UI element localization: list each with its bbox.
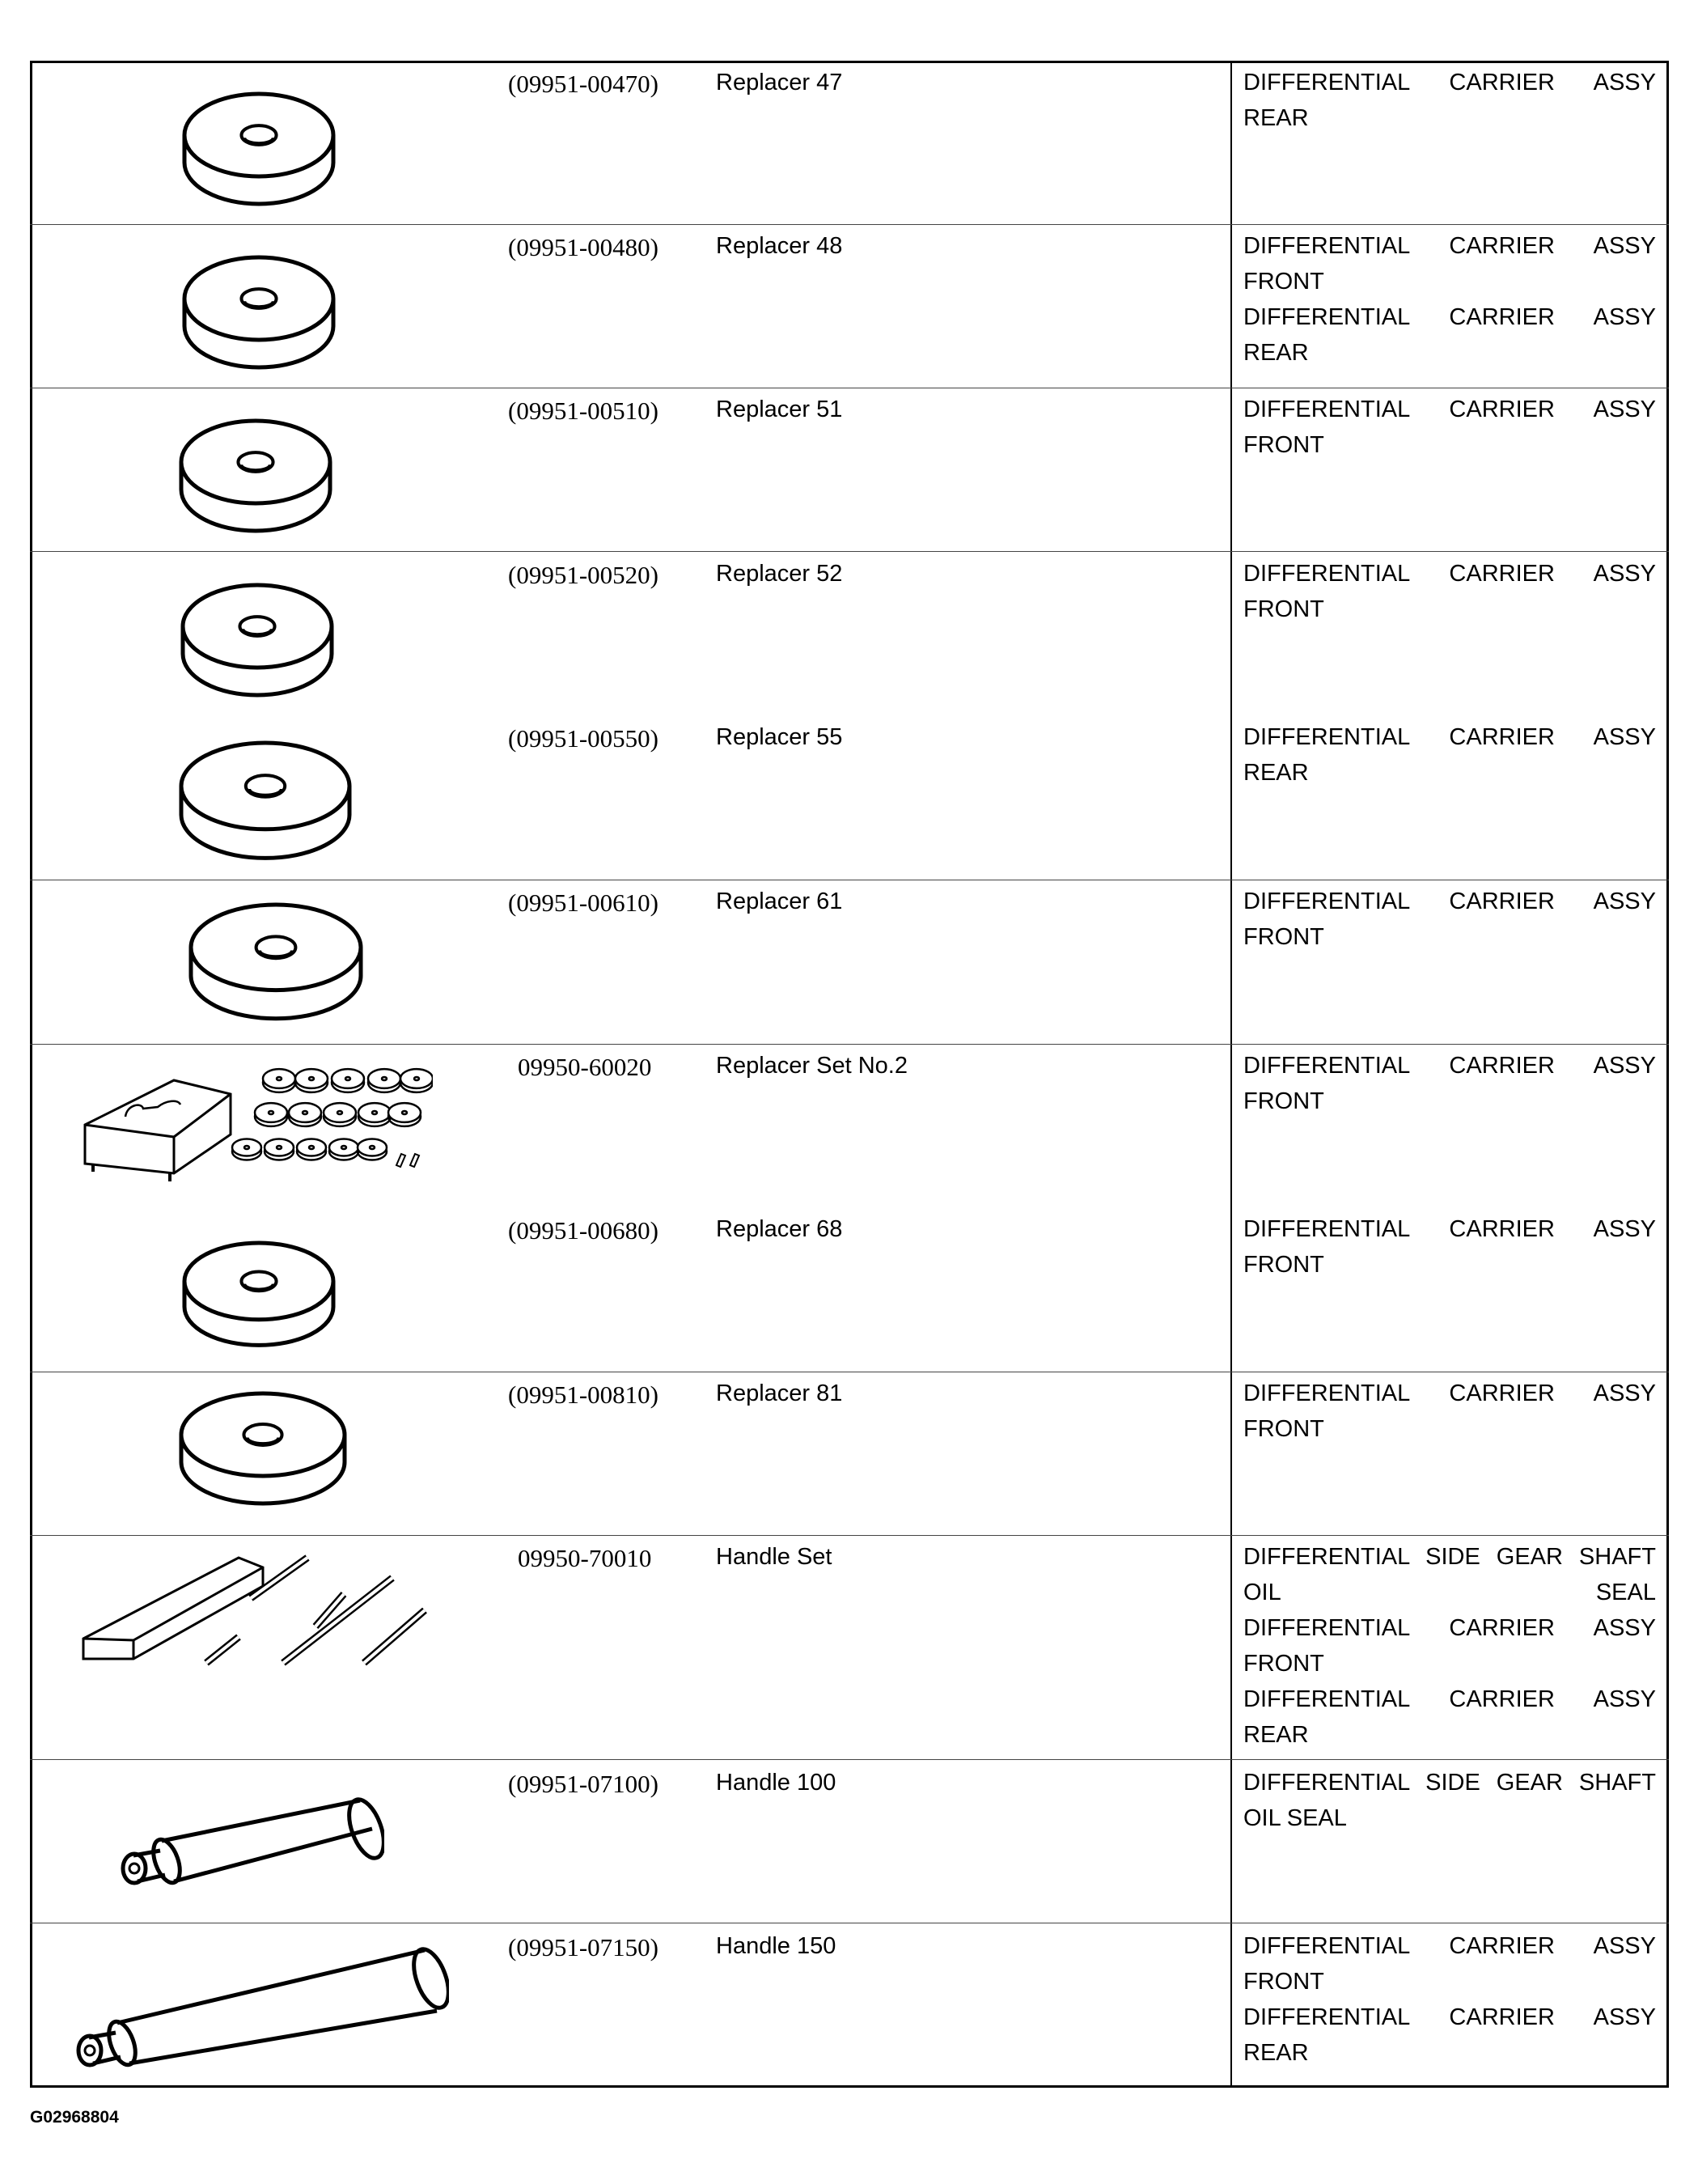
tool-part-number: 09950-70010 (518, 1544, 652, 1572)
application-line: FRONT (1243, 1969, 1324, 1995)
tool-applications (1243, 1211, 1656, 1283)
tool-applications (1243, 1048, 1656, 1119)
tool-name: Replacer 48 (716, 233, 843, 259)
disc-replacer-icon (180, 1238, 338, 1366)
tool-applications (1243, 556, 1656, 627)
tool-part-number: (09951-00510) (508, 397, 658, 425)
application-line: DIFFERENTIAL CARRIER ASSY (1243, 304, 1656, 330)
tool-applications (1243, 65, 1656, 136)
tool-part-number: (09951-00680) (508, 1216, 658, 1245)
application-line: DIFFERENTIAL CARRIER ASSY (1243, 2004, 1656, 2030)
application-line: DIFFERENTIAL CARRIER ASSY (1243, 1933, 1656, 1959)
application-line: REAR (1243, 105, 1309, 131)
tool-name: Replacer 61 (716, 888, 843, 914)
application-line: DIFFERENTIAL CARRIER ASSY (1243, 1686, 1656, 1712)
application-line: FRONT (1243, 1416, 1324, 1442)
tool-part-number: (09951-00550) (508, 724, 658, 753)
application-line: DIFFERENTIAL CARRIER ASSY (1243, 397, 1656, 422)
application-line: DIFFERENTIAL CARRIER ASSY (1243, 1380, 1656, 1406)
tool-part-number: (09951-07150) (508, 1933, 658, 1961)
application-line: DIFFERENTIAL SIDE GEAR SHAFT (1243, 1544, 1656, 1570)
application-line: DIFFERENTIAL CARRIER ASSY (1243, 1615, 1656, 1641)
application-line: DIFFERENTIAL CARRIER ASSY (1243, 70, 1656, 95)
disc-replacer-icon (176, 1389, 349, 1526)
row-divider (30, 1759, 1669, 1760)
tool-name: Handle 150 (716, 1933, 836, 1959)
application-line: FRONT (1243, 1651, 1324, 1677)
application-line: FRONT (1243, 269, 1324, 295)
tool-part-number: 09950-60020 (518, 1053, 652, 1081)
tool-part-number: (09951-00810) (508, 1380, 658, 1409)
replacer-set-case-icon (77, 1060, 433, 1190)
disc-replacer-icon (176, 416, 335, 553)
application-line: DIFFERENTIAL CARRIER ASSY (1243, 1216, 1656, 1242)
application-line: REAR (1243, 1722, 1309, 1748)
row-divider (30, 1535, 1669, 1536)
handle-set-case-icon (77, 1550, 449, 1679)
tool-name: Replacer 68 (716, 1216, 843, 1242)
tool-applications (1243, 1765, 1656, 1836)
application-line: REAR (1243, 340, 1309, 366)
application-line: DIFFERENTIAL SIDE GEAR SHAFT (1243, 1770, 1656, 1796)
tool-applications (1243, 392, 1656, 463)
tool-name: Replacer Set No.2 (716, 1053, 908, 1079)
handle-icon (69, 1938, 449, 2080)
application-line: FRONT (1243, 432, 1324, 458)
disc-replacer-icon (176, 738, 354, 882)
application-line: OIL SEAL (1243, 1580, 1656, 1605)
tool-applications (1243, 1376, 1656, 1447)
application-line: DIFFERENTIAL CARRIER ASSY (1243, 561, 1656, 587)
tool-name: Handle Set (716, 1544, 832, 1570)
disc-replacer-icon (186, 900, 366, 1042)
disc-replacer-icon (178, 580, 337, 718)
tool-name: Replacer 52 (716, 561, 843, 587)
application-line: DIFFERENTIAL CARRIER ASSY (1243, 1053, 1656, 1079)
disc-replacer-icon (180, 252, 338, 390)
tool-name: Replacer 47 (716, 70, 843, 95)
application-line: DIFFERENTIAL CARRIER ASSY (1243, 233, 1656, 259)
row-divider (30, 1044, 1669, 1045)
tool-applications (1243, 228, 1656, 371)
column-divider (1230, 61, 1232, 2088)
tool-name: Handle 100 (716, 1770, 836, 1796)
application-line: REAR (1243, 2040, 1309, 2066)
tool-applications (1243, 1539, 1656, 1753)
handle-icon (113, 1788, 384, 1898)
application-line: REAR (1243, 760, 1309, 786)
tool-part-number: (09951-00470) (508, 70, 658, 98)
application-line: OIL SEAL (1243, 1805, 1347, 1831)
tool-applications (1243, 884, 1656, 955)
application-line: DIFFERENTIAL CARRIER ASSY (1243, 724, 1656, 750)
tool-part-number: (09951-00520) (508, 561, 658, 589)
tool-name: Replacer 55 (716, 724, 843, 750)
tool-part-number: (09951-07100) (508, 1770, 658, 1798)
tool-applications (1243, 719, 1656, 791)
tool-applications (1243, 1928, 1656, 2071)
application-line: FRONT (1243, 924, 1324, 950)
application-line: FRONT (1243, 596, 1324, 622)
application-line: FRONT (1243, 1088, 1324, 1114)
tool-name: Replacer 81 (716, 1380, 843, 1406)
disc-replacer-icon (180, 89, 338, 227)
tool-name: Replacer 51 (716, 397, 843, 422)
tool-part-number: (09951-00610) (508, 888, 658, 917)
application-line: FRONT (1243, 1252, 1324, 1278)
tool-part-number: (09951-00480) (508, 233, 658, 261)
figure-code: G02968804 (30, 2108, 119, 2127)
application-line: DIFFERENTIAL CARRIER ASSY (1243, 888, 1656, 914)
